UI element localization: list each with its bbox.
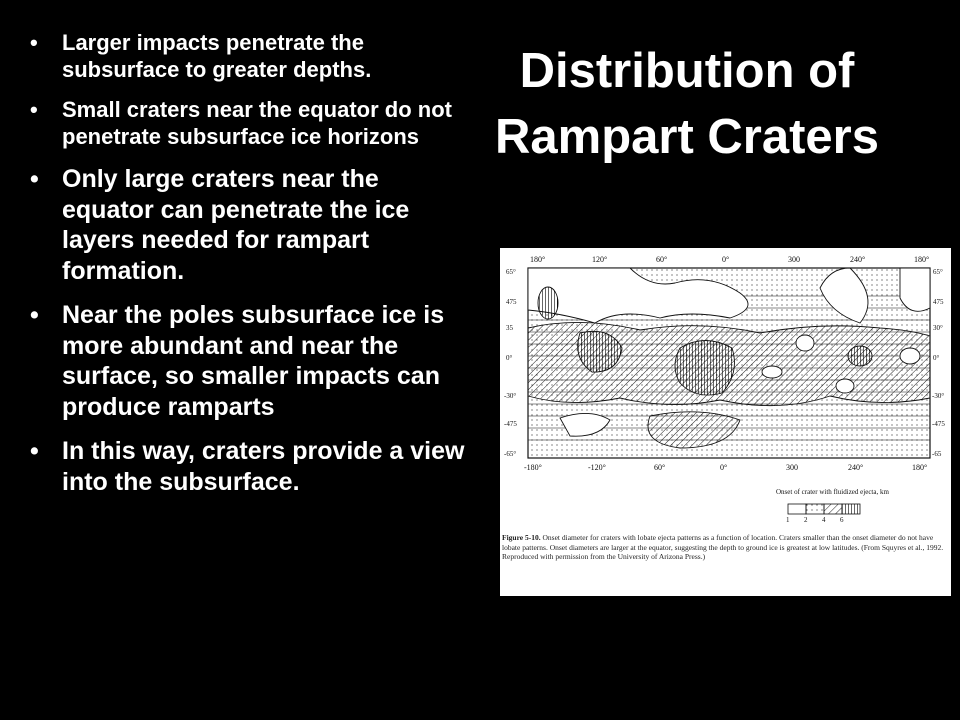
right-latitude-label: 475 (933, 298, 944, 306)
top-longitude-label: 180° (914, 255, 930, 264)
left-latitude-labels (504, 268, 517, 458)
bottom-longitude-label: 240° (848, 463, 864, 472)
right-latitude-label: -30° (932, 392, 945, 400)
right-latitude-label: 0° (933, 354, 940, 362)
top-longitude-label: 60° (656, 255, 668, 264)
bottom-longitude-label: 0° (720, 463, 728, 472)
top-longitude-label: 0° (722, 255, 730, 264)
left-latitude-label: 475 (506, 298, 517, 306)
bottom-longitude-label: -180° (524, 463, 542, 472)
caption-label: Figure 5-10. (502, 533, 541, 542)
legend (776, 488, 889, 524)
bullet-item: • Only large craters near the equator can penetrate the ice layers needed for rampart formation. (26, 164, 466, 286)
left-latitude-label: -65° (504, 450, 517, 458)
top-longitude-label: 300 (788, 255, 800, 264)
bottom-longitude-label: 180° (912, 463, 928, 472)
left-latitude-label: -30° (504, 392, 517, 400)
crater-distribution-figure (500, 248, 951, 596)
right-latitude-label: -475 (932, 420, 945, 428)
legend-tick: 6 (840, 516, 844, 524)
figure-caption (500, 533, 951, 562)
right-latitude-labels (932, 268, 945, 458)
legend-swatch (842, 504, 860, 514)
left-latitude-label: 35 (506, 324, 513, 332)
legend-swatch (788, 504, 806, 514)
bottom-longitude-label: 300 (786, 463, 798, 472)
bottom-longitude-label: 60° (654, 463, 666, 472)
legend-swatch (824, 504, 842, 514)
left-latitude-label: -475 (504, 420, 517, 428)
legend-tick: 1 (786, 516, 790, 524)
caption-text: Onset diameter for craters with lobate ejecta patterns as a function of location. Craters smaller than the onset diameter do not have lobate patterns. Onset diameters are larger at the equator, suggesting the depth to ground ice is greatest at low latitudes. (From Squyres et al., 1992. Reproduced with permission from the University of Arizona Press.) (502, 533, 944, 561)
right-latitude-label: -65 (932, 450, 942, 458)
left-latitude-label: 65° (506, 268, 516, 276)
bullet-item: • Larger impacts penetrate the subsurface to greater depths. (26, 30, 466, 83)
bullet-item: • In this way, craters provide a view into the subsurface. (26, 436, 466, 497)
bottom-longitude-label: -120° (588, 463, 606, 472)
top-longitude-label: 120° (592, 255, 608, 264)
bullet-item: • Near the poles subsurface ice is more abundant and near the surface, so smaller impacts can produce ramparts (26, 300, 466, 422)
left-latitude-label: 0° (506, 354, 513, 362)
legend-title: Onset of crater with fluidized ejecta, km (776, 488, 889, 496)
slide-title: Distribution of Rampart Craters (495, 44, 879, 164)
right-latitude-label: 30° (933, 324, 943, 332)
legend-swatch (806, 504, 824, 514)
bullet-item: • Small craters near the equator do not penetrate subsurface ice horizons (26, 97, 466, 150)
right-latitude-label: 65° (933, 268, 943, 276)
bottom-longitude-labels (524, 463, 927, 472)
top-longitude-labels (530, 255, 929, 264)
legend-tick: 2 (804, 516, 808, 524)
top-longitude-label: 240° (850, 255, 866, 264)
bullet-list (26, 30, 466, 497)
legend-tick: 4 (822, 516, 826, 524)
top-longitude-label: 180° (530, 255, 546, 264)
